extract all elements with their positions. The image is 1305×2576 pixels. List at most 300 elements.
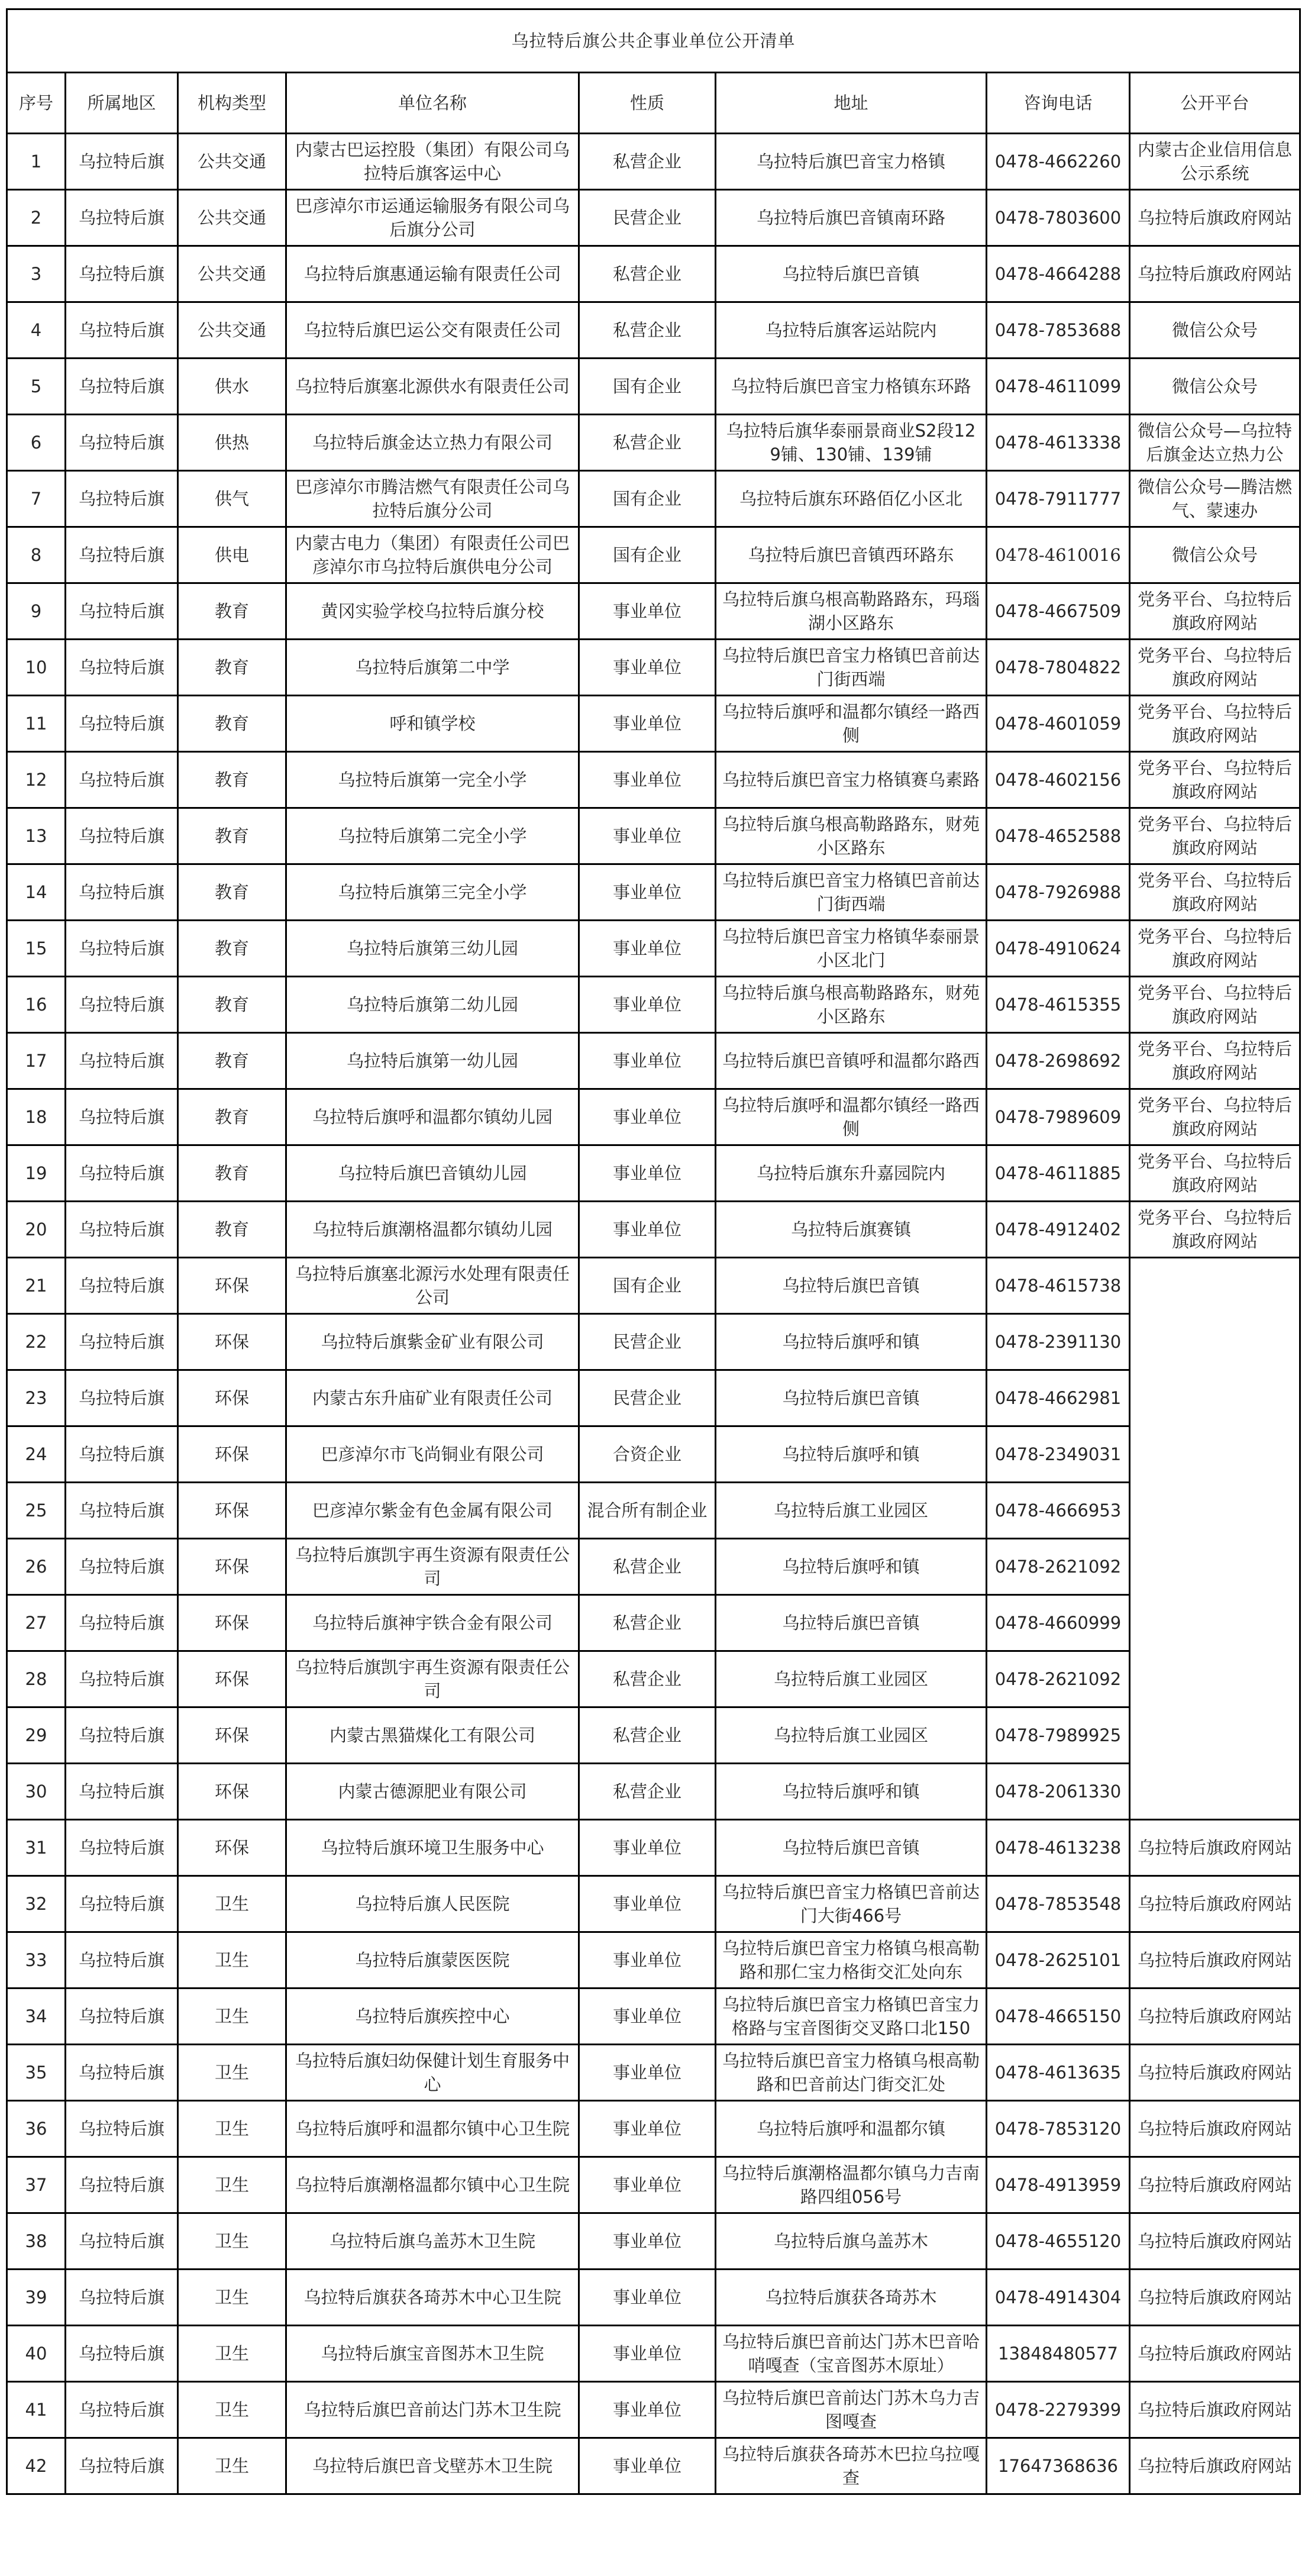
table-row xyxy=(7,1370,1300,1426)
row-region: 乌拉特后旗 xyxy=(66,1258,178,1314)
row-nature: 事业单位 xyxy=(579,2382,716,2438)
table-row xyxy=(7,134,1300,190)
row-address: 乌拉特后旗巴音宝力格镇乌根高勒路和巴音前达门街交汇处 xyxy=(716,2045,987,2101)
table-row xyxy=(7,1033,1300,1089)
row-type: 公共交通 xyxy=(178,190,286,246)
row-platform: 党务平台、乌拉特后旗政府网站 xyxy=(1130,1089,1300,1145)
row-unit-name: 乌拉特后旗第二幼儿园 xyxy=(286,977,579,1033)
row-index: 5 xyxy=(7,359,66,415)
row-type: 环保 xyxy=(178,1258,286,1314)
table-row xyxy=(7,583,1300,640)
row-address: 乌拉特后旗巴音镇南环路 xyxy=(716,190,987,246)
row-phone: 0478-2625101 xyxy=(987,1932,1130,1989)
row-type: 卫生 xyxy=(178,1989,286,2045)
row-phone: 0478-4655120 xyxy=(987,2213,1130,2270)
row-nature: 私营企业 xyxy=(579,302,716,359)
row-type: 教育 xyxy=(178,696,286,752)
row-index: 41 xyxy=(7,2382,66,2438)
row-phone: 0478-4615738 xyxy=(987,1258,1130,1314)
row-type: 教育 xyxy=(178,864,286,921)
table-row xyxy=(7,1314,1300,1370)
row-unit-name: 乌拉特后旗第一幼儿园 xyxy=(286,1033,579,1089)
row-platform: 党务平台、乌拉特后旗政府网站 xyxy=(1130,864,1300,921)
row-phone: 0478-4664288 xyxy=(987,246,1130,302)
row-unit-name: 乌拉特后旗金达立热力有限公司 xyxy=(286,415,579,471)
row-address: 乌拉特后旗巴音镇 xyxy=(716,1595,987,1651)
row-address: 乌拉特后旗巴音镇 xyxy=(716,1370,987,1426)
row-platform: 乌拉特后旗政府网站 xyxy=(1130,2326,1300,2382)
row-nature: 私营企业 xyxy=(579,134,716,190)
row-address: 乌拉特后旗客运站院内 xyxy=(716,302,987,359)
page-title: 乌拉特后旗公共企事业单位公开清单 xyxy=(7,9,1300,73)
row-type: 卫生 xyxy=(178,2213,286,2270)
row-type: 供水 xyxy=(178,359,286,415)
row-type: 环保 xyxy=(178,1820,286,1876)
row-nature: 事业单位 xyxy=(579,752,716,808)
row-type: 供气 xyxy=(178,471,286,527)
row-type: 公共交通 xyxy=(178,134,286,190)
row-address: 乌拉特后旗乌根高勒路路东，玛瑙湖小区路东 xyxy=(716,583,987,640)
row-phone: 0478-4610016 xyxy=(987,527,1130,583)
row-region: 乌拉特后旗 xyxy=(66,696,178,752)
row-type: 环保 xyxy=(178,1651,286,1707)
row-nature: 私营企业 xyxy=(579,415,716,471)
row-platform: 乌拉特后旗政府网站 xyxy=(1130,2270,1300,2326)
col-header-region: 所属地区 xyxy=(66,73,178,134)
table-row xyxy=(7,2213,1300,2270)
row-unit-name: 巴彦淖尔市飞尚铜业有限公司 xyxy=(286,1426,579,1483)
row-phone: 13848480577 xyxy=(987,2326,1130,2382)
row-region: 乌拉特后旗 xyxy=(66,302,178,359)
row-index: 2 xyxy=(7,190,66,246)
row-phone: 0478-2621092 xyxy=(987,1539,1130,1595)
row-nature: 私营企业 xyxy=(579,1764,716,1820)
col-header-address: 地址 xyxy=(716,73,987,134)
row-index: 24 xyxy=(7,1426,66,1483)
row-index: 21 xyxy=(7,1258,66,1314)
row-unit-name: 乌拉特后旗疾控中心 xyxy=(286,1989,579,2045)
col-header-type: 机构类型 xyxy=(178,73,286,134)
table-row xyxy=(7,1651,1300,1707)
row-address: 乌拉特后旗华泰丽景商业S2段129铺、130铺、139铺 xyxy=(716,415,987,471)
row-nature: 事业单位 xyxy=(579,1033,716,1089)
row-phone: 0478-4913959 xyxy=(987,2157,1130,2213)
row-address: 乌拉特后旗巴音镇 xyxy=(716,1258,987,1314)
row-platform: 党务平台、乌拉特后旗政府网站 xyxy=(1130,1202,1300,1258)
row-region: 乌拉特后旗 xyxy=(66,2438,178,2494)
row-type: 环保 xyxy=(178,1426,286,1483)
row-address: 乌拉特后旗乌根高勒路路东，财苑小区路东 xyxy=(716,977,987,1033)
row-platform: 乌拉特后旗政府网站 xyxy=(1130,190,1300,246)
row-nature: 事业单位 xyxy=(579,2045,716,2101)
row-platform: 党务平台、乌拉特后旗政府网站 xyxy=(1130,1033,1300,1089)
row-address: 乌拉特后旗呼和镇 xyxy=(716,1539,987,1595)
row-type: 教育 xyxy=(178,1089,286,1145)
row-unit-name: 内蒙古德源肥业有限公司 xyxy=(286,1764,579,1820)
row-nature: 事业单位 xyxy=(579,1932,716,1989)
row-nature: 事业单位 xyxy=(579,2101,716,2157)
row-unit-name: 巴彦淖尔市腾洁燃气有限责任公司乌拉特后旗分公司 xyxy=(286,471,579,527)
table-row xyxy=(7,696,1300,752)
row-region: 乌拉特后旗 xyxy=(66,2157,178,2213)
row-phone: 0478-4662260 xyxy=(987,134,1130,190)
row-phone: 0478-7989925 xyxy=(987,1707,1130,1764)
row-address: 乌拉特后旗巴音宝力格镇 xyxy=(716,134,987,190)
row-nature: 民营企业 xyxy=(579,1314,716,1370)
row-nature: 事业单位 xyxy=(579,640,716,696)
row-platform: 微信公众号 xyxy=(1130,302,1300,359)
row-phone: 0478-4666953 xyxy=(987,1483,1130,1539)
table-row xyxy=(7,2270,1300,2326)
title-row xyxy=(7,9,1300,73)
row-index: 35 xyxy=(7,2045,66,2101)
row-type: 卫生 xyxy=(178,2157,286,2213)
row-type: 教育 xyxy=(178,1145,286,1202)
row-address: 乌拉特后旗工业园区 xyxy=(716,1651,987,1707)
table-row xyxy=(7,1426,1300,1483)
row-unit-name: 乌拉特后旗第一完全小学 xyxy=(286,752,579,808)
row-phone: 0478-4611099 xyxy=(987,359,1130,415)
row-index: 36 xyxy=(7,2101,66,2157)
row-type: 卫生 xyxy=(178,2438,286,2494)
row-platform: 党务平台、乌拉特后旗政府网站 xyxy=(1130,752,1300,808)
row-address: 乌拉特后旗乌盖苏木 xyxy=(716,2213,987,2270)
table-row xyxy=(7,752,1300,808)
row-unit-name: 乌拉特后旗宝音图苏木卫生院 xyxy=(286,2326,579,2382)
row-phone: 0478-4910624 xyxy=(987,921,1130,977)
table-row xyxy=(7,1989,1300,2045)
row-address: 乌拉特后旗巴音宝力格镇巴音前达门街西端 xyxy=(716,864,987,921)
table-row xyxy=(7,1932,1300,1989)
row-region: 乌拉特后旗 xyxy=(66,415,178,471)
row-region: 乌拉特后旗 xyxy=(66,134,178,190)
row-unit-name: 内蒙古黑猫煤化工有限公司 xyxy=(286,1707,579,1764)
row-type: 卫生 xyxy=(178,1876,286,1932)
row-address: 乌拉特后旗巴音宝力格镇乌根高勒路和那仁宝力格街交汇处向东 xyxy=(716,1932,987,1989)
row-type: 环保 xyxy=(178,1707,286,1764)
table-row xyxy=(7,471,1300,527)
table-row xyxy=(7,977,1300,1033)
row-region: 乌拉特后旗 xyxy=(66,583,178,640)
row-index: 38 xyxy=(7,2213,66,2270)
row-nature: 事业单位 xyxy=(579,1145,716,1202)
row-address: 乌拉特后旗巴音宝力格镇巴音前达门街西端 xyxy=(716,640,987,696)
row-index: 20 xyxy=(7,1202,66,1258)
row-region: 乌拉特后旗 xyxy=(66,1595,178,1651)
row-unit-name: 乌拉特后旗第三幼儿园 xyxy=(286,921,579,977)
row-phone: 0478-4613635 xyxy=(987,2045,1130,2101)
row-unit-name: 乌拉特后旗呼和温都尔镇幼儿园 xyxy=(286,1089,579,1145)
row-unit-name: 乌拉特后旗第二中学 xyxy=(286,640,579,696)
row-index: 3 xyxy=(7,246,66,302)
row-region: 乌拉特后旗 xyxy=(66,1707,178,1764)
row-index: 26 xyxy=(7,1539,66,1595)
row-platform: 党务平台、乌拉特后旗政府网站 xyxy=(1130,977,1300,1033)
row-region: 乌拉特后旗 xyxy=(66,1314,178,1370)
row-platform: 微信公众号 xyxy=(1130,359,1300,415)
row-phone: 0478-2698692 xyxy=(987,1033,1130,1089)
row-platform: 乌拉特后旗政府网站 xyxy=(1130,2045,1300,2101)
row-index: 30 xyxy=(7,1764,66,1820)
row-nature: 事业单位 xyxy=(579,2270,716,2326)
row-region: 乌拉特后旗 xyxy=(66,1932,178,1989)
row-platform: 乌拉特后旗政府网站 xyxy=(1130,2213,1300,2270)
table-row xyxy=(7,921,1300,977)
row-index: 42 xyxy=(7,2438,66,2494)
row-unit-name: 乌拉特后旗巴音戈壁苏木卫生院 xyxy=(286,2438,579,2494)
row-platform: 党务平台、乌拉特后旗政府网站 xyxy=(1130,640,1300,696)
row-nature: 事业单位 xyxy=(579,1089,716,1145)
row-nature: 私营企业 xyxy=(579,1651,716,1707)
row-index: 7 xyxy=(7,471,66,527)
row-region: 乌拉特后旗 xyxy=(66,1539,178,1595)
row-type: 教育 xyxy=(178,977,286,1033)
row-index: 19 xyxy=(7,1145,66,1202)
table-row xyxy=(7,2101,1300,2157)
row-phone: 0478-7989609 xyxy=(987,1089,1130,1145)
table-row xyxy=(7,1089,1300,1145)
row-unit-name: 巴彦淖尔紫金有色金属有限公司 xyxy=(286,1483,579,1539)
row-region: 乌拉特后旗 xyxy=(66,2213,178,2270)
row-platform xyxy=(1130,1258,1300,1820)
row-platform: 党务平台、乌拉特后旗政府网站 xyxy=(1130,808,1300,864)
row-phone: 0478-4665150 xyxy=(987,1989,1130,2045)
row-nature: 事业单位 xyxy=(579,696,716,752)
row-region: 乌拉特后旗 xyxy=(66,2326,178,2382)
row-index: 14 xyxy=(7,864,66,921)
row-address: 乌拉特后旗工业园区 xyxy=(716,1483,987,1539)
row-platform: 乌拉特后旗政府网站 xyxy=(1130,2382,1300,2438)
row-unit-name: 乌拉特后旗神宇铁合金有限公司 xyxy=(286,1595,579,1651)
table-row xyxy=(7,2326,1300,2382)
row-type: 环保 xyxy=(178,1595,286,1651)
row-region: 乌拉特后旗 xyxy=(66,640,178,696)
row-unit-name: 乌拉特后旗巴音前达门苏木卫生院 xyxy=(286,2382,579,2438)
row-phone: 0478-4615355 xyxy=(987,977,1130,1033)
row-platform: 微信公众号 xyxy=(1130,527,1300,583)
row-index: 12 xyxy=(7,752,66,808)
row-unit-name: 乌拉特后旗塞北源供水有限责任公司 xyxy=(286,359,579,415)
row-region: 乌拉特后旗 xyxy=(66,246,178,302)
row-nature: 事业单位 xyxy=(579,1876,716,1932)
row-index: 39 xyxy=(7,2270,66,2326)
row-unit-name: 乌拉特后旗乌盖苏木卫生院 xyxy=(286,2213,579,2270)
col-header-nature: 性质 xyxy=(579,73,716,134)
row-phone: 0478-4912402 xyxy=(987,1202,1130,1258)
row-type: 卫生 xyxy=(178,2382,286,2438)
row-phone: 0478-4602156 xyxy=(987,752,1130,808)
row-index: 22 xyxy=(7,1314,66,1370)
row-unit-name: 乌拉特后旗凯宇再生资源有限责任公司 xyxy=(286,1651,579,1707)
row-nature: 私营企业 xyxy=(579,1595,716,1651)
row-index: 11 xyxy=(7,696,66,752)
row-type: 教育 xyxy=(178,921,286,977)
row-unit-name: 乌拉特后旗获各琦苏木中心卫生院 xyxy=(286,2270,579,2326)
row-platform: 乌拉特后旗政府网站 xyxy=(1130,2157,1300,2213)
row-address: 乌拉特后旗巴音宝力格镇华泰丽景小区北门 xyxy=(716,921,987,977)
header-row xyxy=(7,73,1300,134)
row-region: 乌拉特后旗 xyxy=(66,1145,178,1202)
row-unit-name: 乌拉特后旗人民医院 xyxy=(286,1876,579,1932)
row-nature: 混合所有制企业 xyxy=(579,1483,716,1539)
row-nature: 事业单位 xyxy=(579,1820,716,1876)
row-index: 28 xyxy=(7,1651,66,1707)
row-phone: 0478-4613338 xyxy=(987,415,1130,471)
row-type: 教育 xyxy=(178,752,286,808)
row-address: 乌拉特后旗巴音宝力格镇巴音前达门大街466号 xyxy=(716,1876,987,1932)
row-region: 乌拉特后旗 xyxy=(66,1989,178,2045)
row-region: 乌拉特后旗 xyxy=(66,2045,178,2101)
row-platform: 微信公众号—腾洁燃气、蒙速办 xyxy=(1130,471,1300,527)
table-row xyxy=(7,2157,1300,2213)
row-nature: 事业单位 xyxy=(579,921,716,977)
row-nature: 事业单位 xyxy=(579,1202,716,1258)
row-region: 乌拉特后旗 xyxy=(66,359,178,415)
table-row xyxy=(7,246,1300,302)
row-region: 乌拉特后旗 xyxy=(66,1876,178,1932)
row-nature: 国有企业 xyxy=(579,471,716,527)
row-address: 乌拉特后旗获各琦苏木 xyxy=(716,2270,987,2326)
row-phone: 0478-7853548 xyxy=(987,1876,1130,1932)
row-address: 乌拉特后旗巴音前达门苏木巴音哈哨嘎查（宝音图苏木原址） xyxy=(716,2326,987,2382)
row-region: 乌拉特后旗 xyxy=(66,1820,178,1876)
row-region: 乌拉特后旗 xyxy=(66,921,178,977)
row-platform: 党务平台、乌拉特后旗政府网站 xyxy=(1130,696,1300,752)
row-unit-name: 乌拉特后旗惠通运输有限责任公司 xyxy=(286,246,579,302)
public-units-table xyxy=(6,8,1301,2495)
row-unit-name: 乌拉特后旗塞北源污水处理有限责任公司 xyxy=(286,1258,579,1314)
row-unit-name: 乌拉特后旗潮格温都尔镇中心卫生院 xyxy=(286,2157,579,2213)
row-unit-name: 内蒙古电力（集团）有限责任公司巴彦淖尔市乌拉特后旗供电分公司 xyxy=(286,527,579,583)
row-nature: 事业单位 xyxy=(579,864,716,921)
row-type: 公共交通 xyxy=(178,246,286,302)
row-region: 乌拉特后旗 xyxy=(66,1426,178,1483)
row-type: 公共交通 xyxy=(178,302,286,359)
row-address: 乌拉特后旗巴音镇 xyxy=(716,1820,987,1876)
row-phone: 0478-7911777 xyxy=(987,471,1130,527)
row-address: 乌拉特后旗呼和镇 xyxy=(716,1764,987,1820)
row-type: 卫生 xyxy=(178,2270,286,2326)
row-region: 乌拉特后旗 xyxy=(66,1483,178,1539)
row-type: 教育 xyxy=(178,1202,286,1258)
row-type: 供热 xyxy=(178,415,286,471)
table-row xyxy=(7,527,1300,583)
row-region: 乌拉特后旗 xyxy=(66,1033,178,1089)
row-index: 23 xyxy=(7,1370,66,1426)
row-platform: 微信公众号—乌拉特后旗金达立热力公 xyxy=(1130,415,1300,471)
row-address: 乌拉特后旗巴音宝力格镇赛乌素路 xyxy=(716,752,987,808)
row-index: 1 xyxy=(7,134,66,190)
row-unit-name: 乌拉特后旗凯宇再生资源有限责任公司 xyxy=(286,1539,579,1595)
row-phone: 0478-4652588 xyxy=(987,808,1130,864)
row-type: 教育 xyxy=(178,808,286,864)
row-phone: 0478-2279399 xyxy=(987,2382,1130,2438)
table-row xyxy=(7,2438,1300,2494)
row-region: 乌拉特后旗 xyxy=(66,190,178,246)
row-address: 乌拉特后旗获各琦苏木巴拉乌拉嘎查 xyxy=(716,2438,987,2494)
row-unit-name: 乌拉特后旗环境卫生服务中心 xyxy=(286,1820,579,1876)
row-index: 18 xyxy=(7,1089,66,1145)
row-address: 乌拉特后旗巴音镇西环路东 xyxy=(716,527,987,583)
col-header-index: 序号 xyxy=(7,73,66,134)
row-nature: 国有企业 xyxy=(579,1258,716,1314)
row-phone: 0478-4601059 xyxy=(987,696,1130,752)
row-phone: 0478-4611885 xyxy=(987,1145,1130,1202)
row-platform: 乌拉特后旗政府网站 xyxy=(1130,1820,1300,1876)
row-region: 乌拉特后旗 xyxy=(66,471,178,527)
row-index: 15 xyxy=(7,921,66,977)
row-platform: 乌拉特后旗政府网站 xyxy=(1130,246,1300,302)
row-platform: 乌拉特后旗政府网站 xyxy=(1130,1932,1300,1989)
row-nature: 合资企业 xyxy=(579,1426,716,1483)
row-type: 卫生 xyxy=(178,2101,286,2157)
row-region: 乌拉特后旗 xyxy=(66,2270,178,2326)
row-region: 乌拉特后旗 xyxy=(66,2101,178,2157)
row-platform: 党务平台、乌拉特后旗政府网站 xyxy=(1130,921,1300,977)
row-index: 34 xyxy=(7,1989,66,2045)
row-unit-name: 乌拉特后旗呼和温都尔镇中心卫生院 xyxy=(286,2101,579,2157)
row-type: 环保 xyxy=(178,1314,286,1370)
row-address: 乌拉特后旗巴音镇呼和温都尔路西 xyxy=(716,1033,987,1089)
table-row xyxy=(7,190,1300,246)
row-index: 4 xyxy=(7,302,66,359)
row-nature: 民营企业 xyxy=(579,190,716,246)
row-region: 乌拉特后旗 xyxy=(66,1089,178,1145)
row-phone: 0478-7926988 xyxy=(987,864,1130,921)
table-row xyxy=(7,1820,1300,1876)
row-platform: 乌拉特后旗政府网站 xyxy=(1130,2438,1300,2494)
row-index: 29 xyxy=(7,1707,66,1764)
row-region: 乌拉特后旗 xyxy=(66,864,178,921)
row-nature: 私营企业 xyxy=(579,1707,716,1764)
row-phone: 0478-4914304 xyxy=(987,2270,1130,2326)
row-unit-name: 呼和镇学校 xyxy=(286,696,579,752)
table-row xyxy=(7,1764,1300,1820)
table-row xyxy=(7,808,1300,864)
row-index: 33 xyxy=(7,1932,66,1989)
row-nature: 事业单位 xyxy=(579,2157,716,2213)
row-phone: 0478-2061330 xyxy=(987,1764,1130,1820)
row-nature: 私营企业 xyxy=(579,1539,716,1595)
row-nature: 事业单位 xyxy=(579,808,716,864)
row-region: 乌拉特后旗 xyxy=(66,808,178,864)
row-phone: 0478-4667509 xyxy=(987,583,1130,640)
row-phone: 0478-7853120 xyxy=(987,2101,1130,2157)
row-index: 6 xyxy=(7,415,66,471)
table-row xyxy=(7,1539,1300,1595)
row-platform: 乌拉特后旗政府网站 xyxy=(1130,1876,1300,1932)
row-nature: 国有企业 xyxy=(579,359,716,415)
table-row xyxy=(7,2382,1300,2438)
row-unit-name: 内蒙古巴运控股（集团）有限公司乌拉特后旗客运中心 xyxy=(286,134,579,190)
row-nature: 民营企业 xyxy=(579,1370,716,1426)
table-row xyxy=(7,2045,1300,2101)
row-address: 乌拉特后旗巴音宝力格镇东环路 xyxy=(716,359,987,415)
col-header-name: 单位名称 xyxy=(286,73,579,134)
row-platform: 乌拉特后旗政府网站 xyxy=(1130,2101,1300,2157)
row-unit-name: 内蒙古东升庙矿业有限责任公司 xyxy=(286,1370,579,1426)
row-type: 供电 xyxy=(178,527,286,583)
row-address: 乌拉特后旗巴音宝力格镇巴音宝力格路与宝音图街交叉路口北150 xyxy=(716,1989,987,2045)
row-index: 8 xyxy=(7,527,66,583)
row-region: 乌拉特后旗 xyxy=(66,977,178,1033)
row-type: 教育 xyxy=(178,583,286,640)
row-type: 环保 xyxy=(178,1483,286,1539)
table-row xyxy=(7,640,1300,696)
row-unit-name: 乌拉特后旗巴运公交有限责任公司 xyxy=(286,302,579,359)
table-body xyxy=(7,134,1300,2494)
row-address: 乌拉特后旗潮格温都尔镇乌力吉南路四组056号 xyxy=(716,2157,987,2213)
